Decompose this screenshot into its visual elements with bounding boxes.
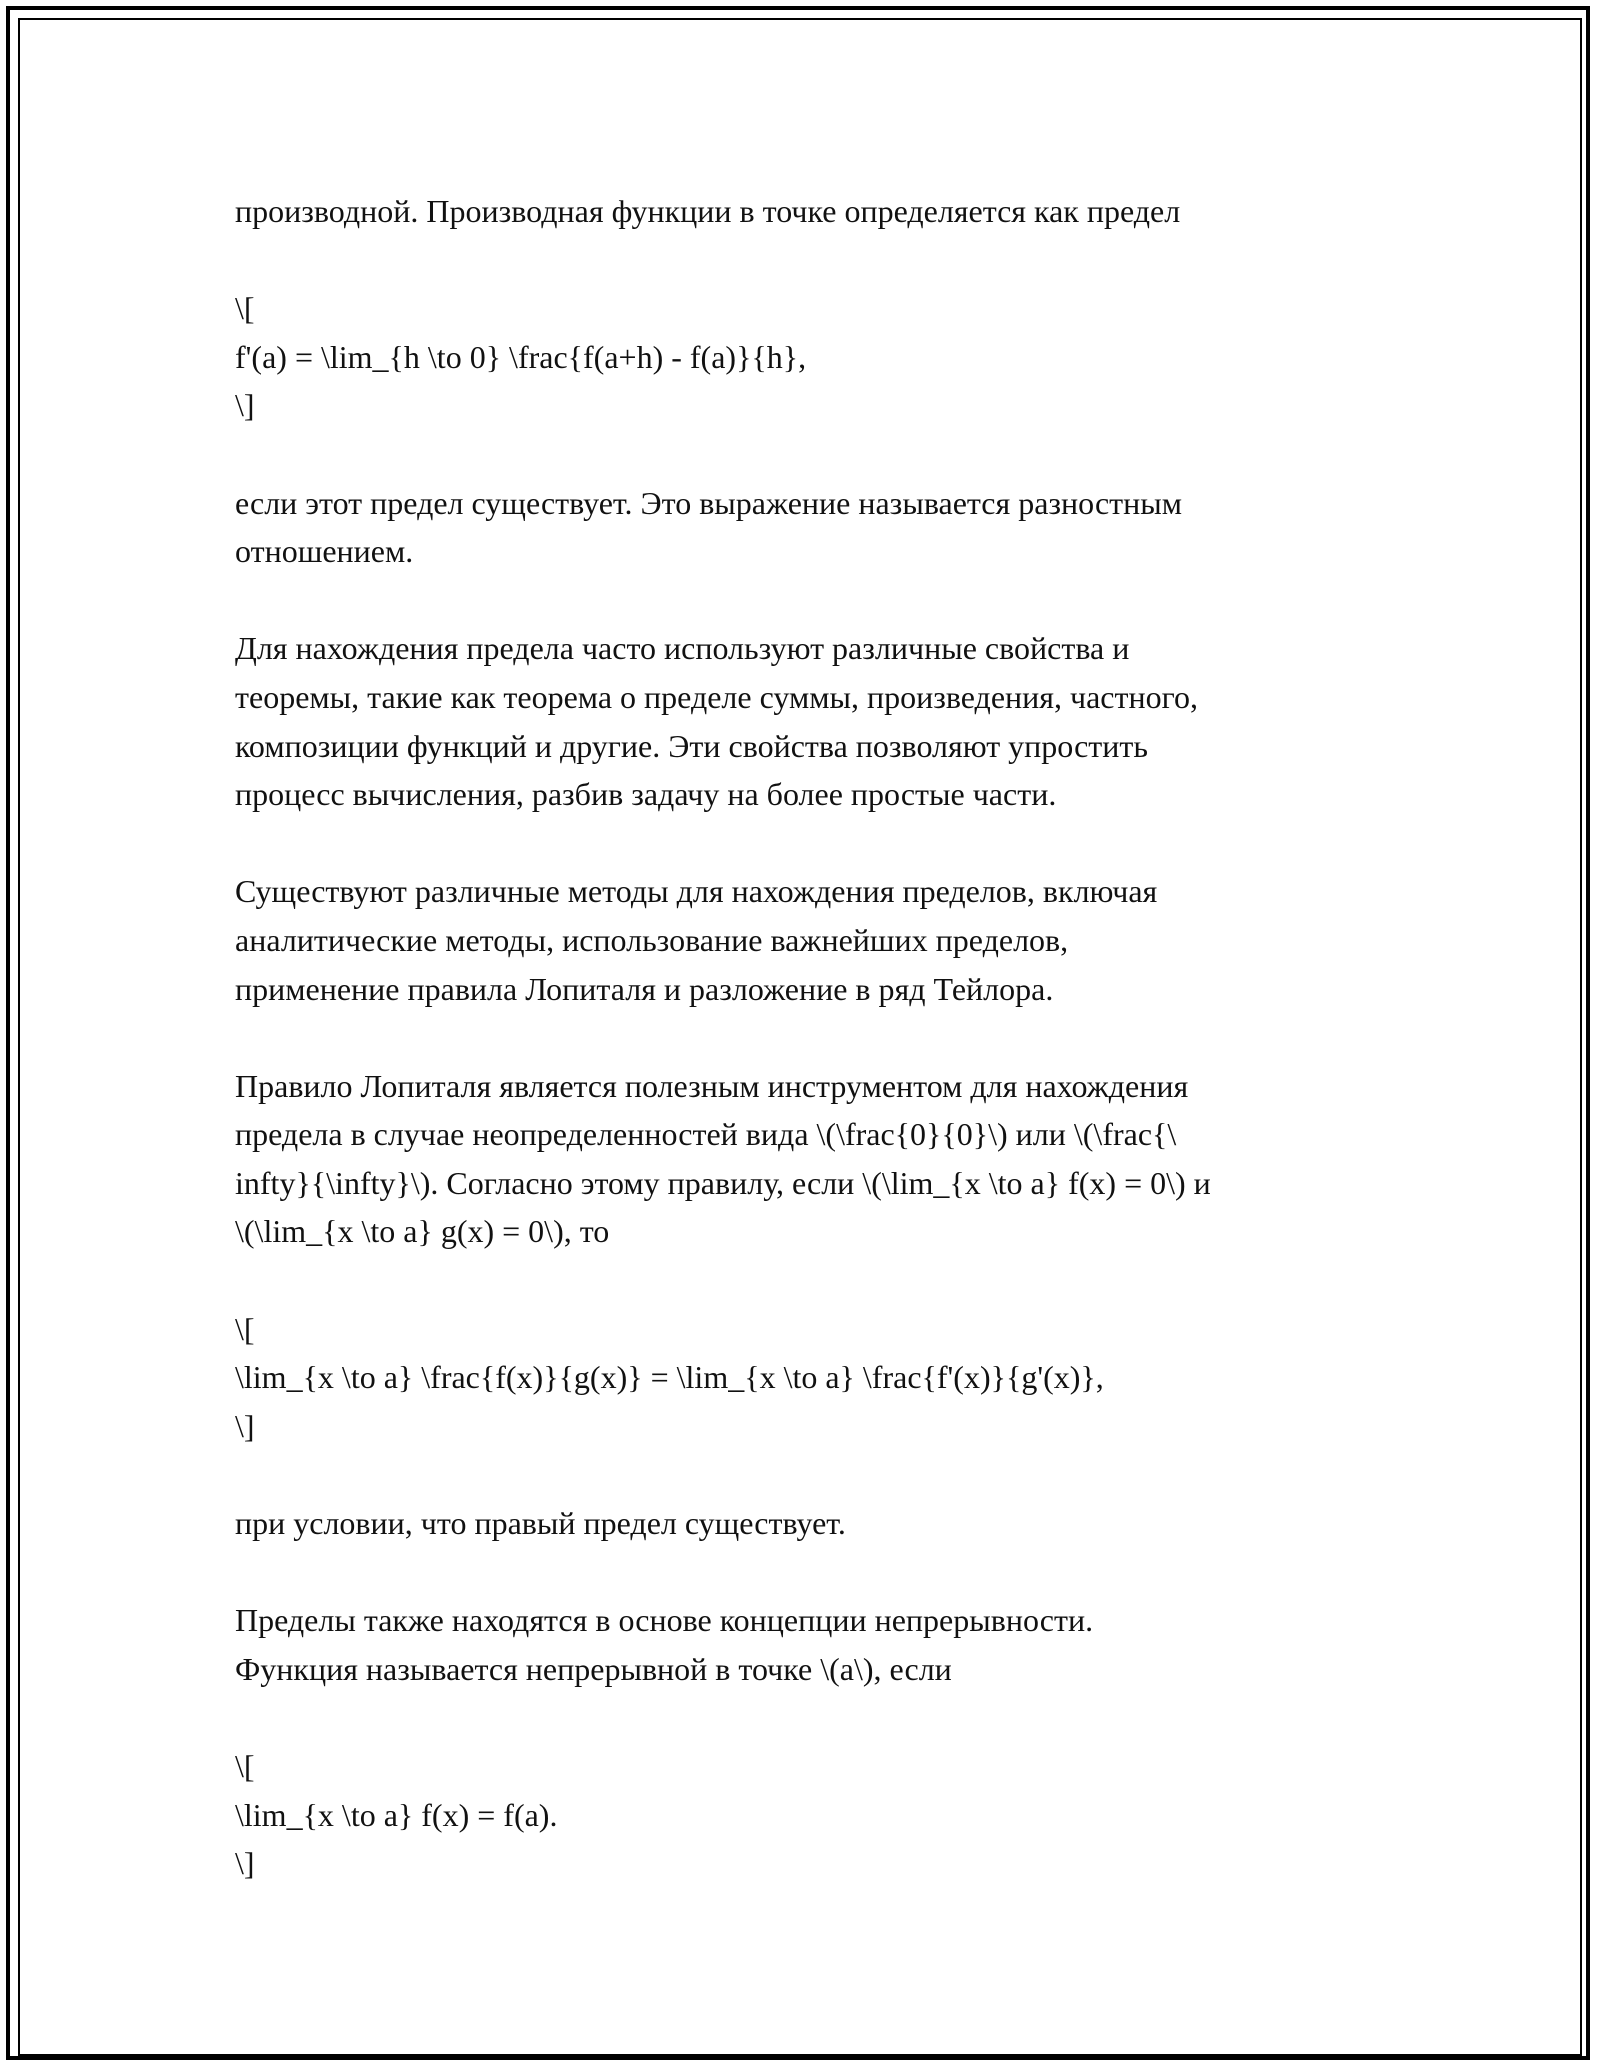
paragraph [235, 1305, 1380, 1451]
blank-line [235, 819, 1380, 868]
text-line: \lim_{x \to a} f(x) = f(a). [235, 1796, 558, 1833]
text-line: аналитические методы, использование важнейших пределов, [235, 921, 1069, 958]
text-line: Существуют различные методы для нахождения пределов, включая [235, 873, 1158, 910]
blank-line [235, 1256, 1380, 1305]
text-line: если этот предел существует. Это выражение называется разностным [235, 484, 1183, 521]
text-line: \[ [235, 1310, 255, 1347]
blank-line [235, 576, 1380, 625]
text-line: теоремы, такие как теорема о пределе суммы, произведения, частного, [235, 678, 1198, 715]
blank-line [235, 430, 1380, 479]
text-line: f'(a) = \lim_{h \to 0} \frac{f(a+h) - f(a)}{h}, [235, 338, 807, 375]
text-line: \[ [235, 1748, 255, 1784]
text-line: предела в случае неопределенностей вида \(\frac{0}{0}\) или \(\frac{\ [235, 1116, 1177, 1153]
text-line: \lim_{x \to a} \frac{f(x)}{g(x)} = \lim_{x \to a} \frac{f'(x)}{g'(x)}, [235, 1359, 1104, 1396]
text-line: infty}{\infty}\). Согласно этому правилу, если \(\lim_{x \to a} f(x) = 0\) и [235, 1164, 1211, 1201]
text-line: \(\lim_{x \to a} g(x) = 0\), то [235, 1213, 610, 1250]
text-line: отношением. [235, 533, 414, 570]
text-line: Пределы также находятся в основе концепции непрерывности. [235, 1602, 1094, 1639]
text-line: \] [235, 387, 255, 424]
document-body [235, 187, 1380, 1888]
text-line: производной. Производная функции в точке определяется как предел [235, 193, 1181, 229]
text-line: Функция называется непрерывной в точке \(a\), если [235, 1650, 952, 1687]
text-line: применение правила Лопиталя и разложение в ряд Тейлора. [235, 970, 1054, 1007]
text-line: при условии, что правый предел существует. [235, 1505, 846, 1542]
blank-line [235, 1450, 1380, 1499]
text-line: \] [235, 1407, 255, 1444]
text-line: композиции функций и другие. Эти свойства позволяют упростить [235, 727, 1148, 764]
text-line: Для нахождения предела часто используют различные свойства и [235, 630, 1130, 667]
blank-line [235, 1548, 1380, 1597]
blank-line [235, 1013, 1380, 1062]
text-line: процесс вычисления, разбив задачу на более простые части. [235, 776, 1057, 813]
paragraph [235, 1742, 1380, 1888]
paragraph [235, 187, 1380, 236]
paragraph [235, 1062, 1380, 1256]
text-line: \] [235, 1845, 255, 1882]
paragraph [235, 479, 1380, 576]
text-line: \[ [235, 290, 255, 327]
blank-line [235, 1693, 1380, 1742]
paragraph [235, 1499, 1380, 1548]
text-line: Правило Лопиталя является полезным инструментом для нахождения [235, 1067, 1189, 1104]
paragraph [235, 284, 1380, 430]
paragraph [235, 867, 1380, 1013]
blank-line [235, 236, 1380, 285]
paragraph [235, 624, 1380, 818]
paragraph [235, 1596, 1380, 1693]
